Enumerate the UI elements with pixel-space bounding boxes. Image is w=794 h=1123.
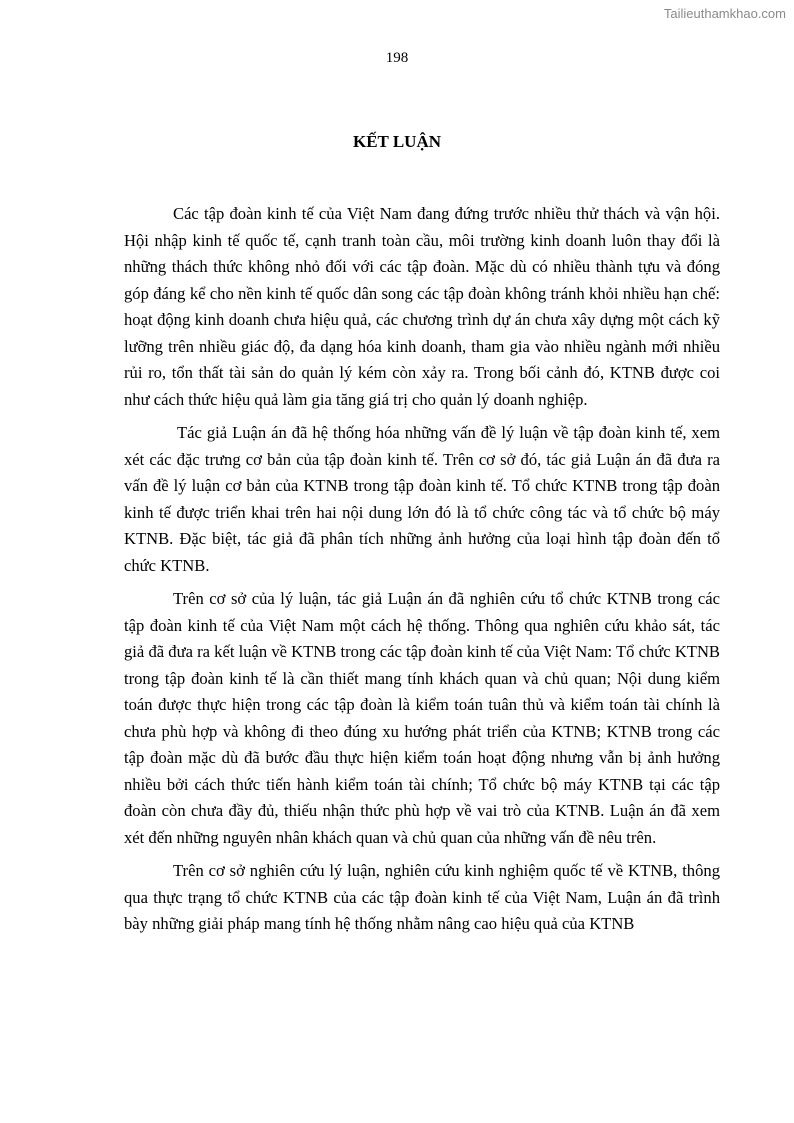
paragraph: Trên cơ sở nghiên cứu lý luận, nghiên cứu kinh nghiệm quốc tế về KTNB, thông qua thực trạng tổ chức KTNB của các tập đoàn kinh tế của Việt Nam, Luận án đã trình bày những giải pháp mang tính hệ thống nhằm nâng cao hiệu quả của KTNB: [124, 861, 720, 933]
watermark-text: Tailieuthamkhao.com: [663, 6, 786, 21]
paragraph: Các tập đoàn kinh tế của Việt Nam đang đứng trước nhiều thử thách và vận hội. Hội nhập kinh tế quốc tế, cạnh tranh toàn cầu, môi trường kinh doanh luôn thay đổi là những thách thức không nhỏ đối với các tập đoàn. Mặc dù có nhiều thành tựu và đóng góp đáng kể cho nền kinh tế quốc dân song các tập đoàn không tránh khỏi nhiều hạn chế: hoạt động kinh doanh chưa hiệu quả, các chương trình dự án chưa xây dựng một cách kỹ lưỡng trên nhiều giác độ, đa dạng hóa kinh doanh, tham gia vào nhiều ngành mới nhiều rủi ro, tổn thất tài sản do quản lý kém còn xảy ra. Trong bối cảnh đó, KTNB được coi như cách thức hiệu quả làm gia tăng giá trị cho quản lý doanh nghiệp.: [124, 204, 720, 409]
body-text: [124, 201, 720, 945]
paragraph: Trên cơ sở của lý luận, tác giả Luận án đã nghiên cứu tổ chức KTNB trong các tập đoàn kinh tế của Việt Nam một cách hệ thống. Thông qua nghiên cứu khảo sát, tác giả đã đưa ra kết luận về KTNB trong các tập đoàn kinh tế của Việt Nam: Tổ chức KTNB trong tập đoàn kinh tế là cần thiết mang tính khách quan và chủ quan; Nội dung kiểm toán được thực hiện trong các tập đoàn là kiểm toán tuân thủ và kiểm toán tài chính là chưa phù hợp và không đi theo đúng xu hướng phát triển của KTNB; KTNB trong các tập đoàn mặc dù đã bước đầu thực hiện kiểm toán hoạt động nhưng vẫn bị ảnh hưởng nhiều bởi cách thức tiến hành kiểm toán tài chính; Tổ chức bộ máy KTNB tại các tập đoàn còn chưa đầy đủ, thiếu nhận thức phù hợp về vai trò của KTNB. Luận án đã xem xét đến những nguyên nhân khách quan và chủ quan của những vấn đề nêu trên.: [124, 589, 720, 847]
paragraph: Tác giả Luận án đã hệ thống hóa những vấn đề lý luận về tập đoàn kinh tế, xem xét các đặc trưng cơ bản của tập đoàn kinh tế. Trên cơ sở đó, tác giả Luận án đã đưa ra vấn đề lý luận cơ bản của KTNB trong tập đoàn kinh tế. Tổ chức KTNB trong tập đoàn kinh tế được triển khai trên hai nội dung lớn đó là tổ chức công tác và tổ chức bộ máy KTNB. Đặc biệt, tác giả đã phân tích những ảnh hưởng của loại hình tập đoàn đến tổ chức KTNB.: [124, 423, 720, 575]
section-heading: KẾT LUẬN: [352, 132, 441, 151]
page-number: 198: [385, 50, 409, 66]
